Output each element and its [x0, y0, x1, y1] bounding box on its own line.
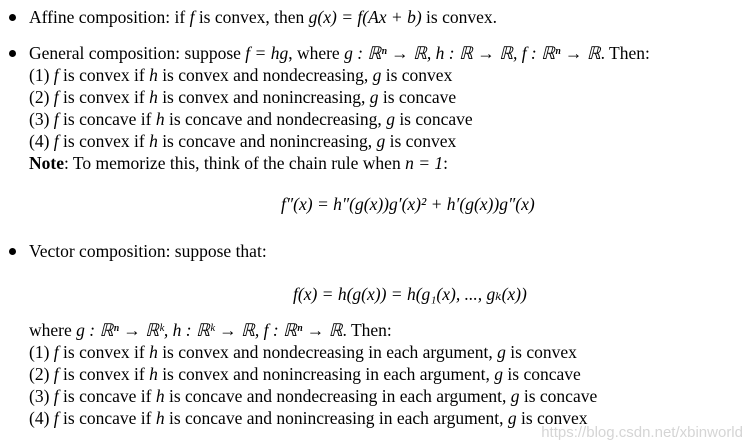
affine-tail: is convex.: [421, 7, 498, 27]
general-rule: (3) f is concave if h is concave and nondecreasing, g is concave: [29, 109, 473, 129]
note-condition: n = 1: [405, 153, 444, 173]
vector-rule: (1) f is convex if h is convex and nondecreasing in each argument, g is convex: [29, 342, 577, 362]
general-signature: g : ℝⁿ → ℝ, h : ℝ → ℝ, f : ℝⁿ → ℝ: [344, 43, 601, 63]
vector-lead: Vector composition: suppose that:: [29, 241, 267, 261]
general-where: , where: [288, 43, 345, 63]
watermark-url: https://blog.csdn.net/xbinworld: [541, 424, 743, 441]
chain-rule-equation: f″(x) = h″(g(x))g′(x)² + h′(g(x))g″(x): [281, 194, 535, 214]
general-rule: (2) f is convex if h is convex and nonincreasing, g is concave: [29, 87, 457, 107]
note-label: Note: [29, 153, 64, 173]
general-rule: (4) f is convex if h is concave and nonincreasing, g is convex: [29, 131, 457, 151]
general-tail: . Then:: [600, 43, 650, 63]
affine-composition: [29, 7, 497, 27]
vector-signature: g : ℝⁿ → ℝᵏ, h : ℝᵏ → ℝ, f : ℝⁿ → ℝ: [76, 320, 343, 340]
general-definition: f = hg: [245, 43, 289, 63]
note-text: : To memorize this, think of the chain rule when: [63, 153, 406, 173]
vector-equation: f(x) = h(g(x)) = h(g₁(x), ..., gₖ(x)): [293, 284, 527, 304]
bullet-vector: [9, 248, 16, 255]
vector-rule: (2) f is convex if h is convex and nonincreasing in each argument, g is concave: [29, 364, 581, 384]
bullet-affine: [9, 14, 16, 21]
affine-expression: g(x) = f(Ax + b): [308, 7, 422, 27]
vector-rule: (3) f is concave if h is concave and nondecreasing in each argument, g is concave: [29, 386, 598, 406]
general-lead: General composition: suppose: [29, 43, 246, 63]
affine-f: f: [189, 7, 195, 27]
vector-composition: [29, 241, 267, 261]
affine-mid: is convex, then: [194, 7, 309, 27]
vector-where: where g : ℝⁿ → ℝᵏ, h : ℝᵏ → ℝ, f : ℝⁿ → ℝ. Then:: [29, 320, 392, 340]
general-rule: (1) f is convex if h is convex and nondecreasing, g is convex: [29, 65, 453, 85]
general-composition: [29, 43, 650, 63]
affine-lead: Affine composition: if: [29, 7, 190, 27]
vector-rule: (4) f is concave if h is concave and nonincreasing in each argument, g is convex: [29, 408, 588, 428]
bullet-general: [9, 50, 16, 57]
memorize-note: Note: To memorize this, think of the chain rule when n = 1:: [29, 153, 449, 173]
